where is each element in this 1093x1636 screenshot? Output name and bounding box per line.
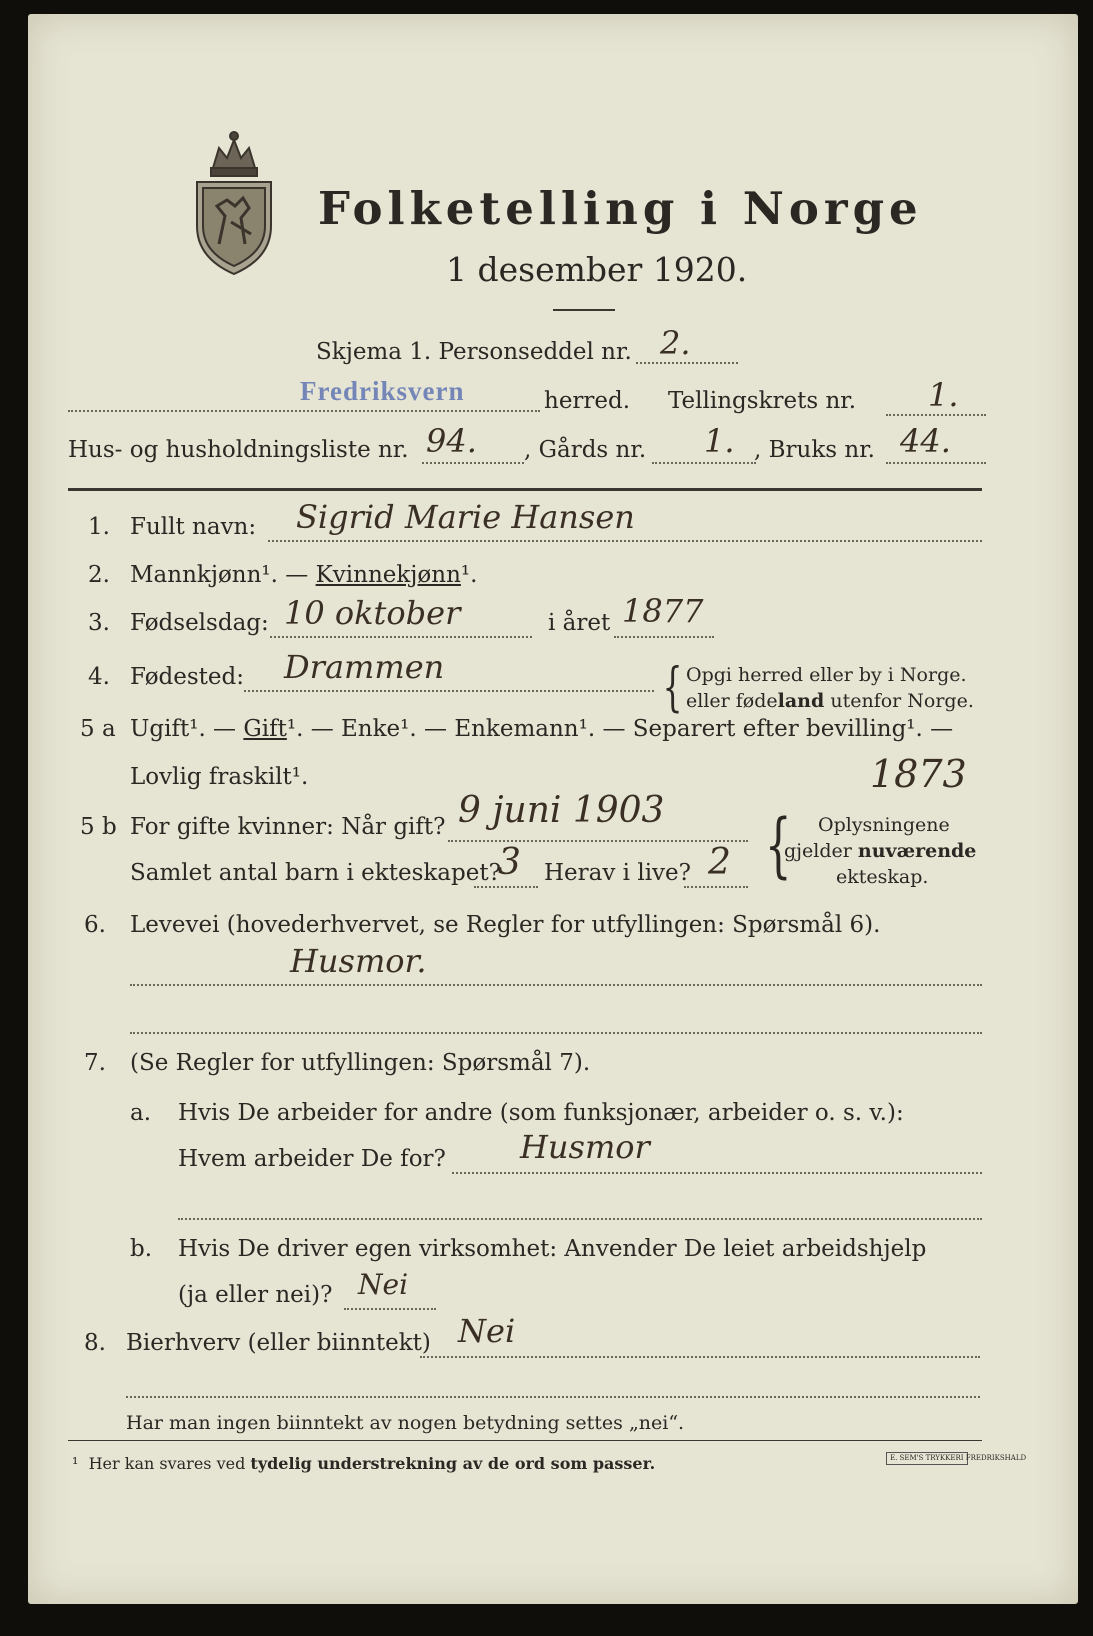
q4-field-line [244, 690, 654, 692]
norwegian-coat-of-arms-icon [191, 126, 277, 278]
q7b-question: (ja eller nei)? [178, 1282, 333, 1308]
hired-help-value: Nei [358, 1268, 409, 1301]
year-field-line [614, 636, 714, 638]
q1-number: 1. [88, 514, 110, 540]
footnote-separator [68, 1440, 982, 1441]
header-separator [68, 488, 982, 491]
q5b-note-3: ekteskap. [836, 866, 929, 888]
children-label: Samlet antal barn i ekteskapet? [130, 860, 501, 886]
personseddel-number: 2. [660, 324, 691, 362]
employer-field-line [452, 1172, 982, 1174]
birthplace-value: Drammen [284, 648, 445, 686]
birthday-value: 10 oktober [284, 594, 461, 632]
herred-label: herred. [544, 388, 631, 414]
q2-number: 2. [88, 562, 110, 588]
q7-label: (Se Regler for utfyllingen: Spørsmål 7). [130, 1050, 591, 1076]
tellingskrets-field-line [886, 414, 986, 416]
option-kvinne-underlined: Kvinnekjønn [315, 562, 461, 588]
full-name-value: Sigrid Marie Hansen [296, 498, 635, 536]
tellingskrets-label: Tellingskrets nr. [668, 388, 857, 414]
year-label: i året [548, 610, 611, 636]
bruks-label: , Bruks nr. [754, 437, 875, 463]
q3-number: 3. [88, 610, 110, 636]
option-kvinne-sup: ¹. [460, 562, 478, 588]
skjema-label: Skjema 1. Personseddel nr. [316, 339, 632, 365]
q1-label: Fullt navn: [130, 514, 257, 540]
herred-stamp: Fredriksvern [300, 376, 465, 406]
birth-year-value: 1877 [622, 592, 704, 630]
q1-field-line [268, 540, 982, 542]
hus-label: Hus- og husholdningsliste nr. [68, 437, 409, 463]
q4-note-2: eller fødeland utenfor Norge. [686, 690, 974, 712]
q6-number: 6. [84, 912, 106, 938]
bruks-field-line [886, 462, 986, 464]
q7b-letter: b. [130, 1236, 153, 1262]
alive-field-line [684, 886, 748, 888]
q4-label: Fødested: [130, 664, 245, 690]
q4-note-1: Opgi herred eller by i Norge. [686, 664, 967, 686]
option-mann: Mannkjønn¹. — [130, 562, 309, 588]
q4-number: 4. [88, 664, 110, 690]
q5a-number: 5 a [80, 716, 116, 742]
children-value: 3 [498, 842, 521, 883]
side-income-value: Nei [458, 1312, 516, 1350]
q8-field-line-2 [126, 1396, 980, 1398]
q4-brace: { [662, 658, 683, 718]
employer-value: Husmor [520, 1128, 650, 1166]
hired-help-field-line [344, 1308, 436, 1310]
married-date-field-line [448, 840, 748, 842]
personseddel-field-line [636, 362, 738, 364]
herred-field-line [68, 410, 540, 412]
occupation-value: Husmor. [290, 942, 427, 980]
q2-options [130, 562, 477, 588]
q5b-number: 5 b [80, 814, 117, 840]
children-field-line [474, 886, 538, 888]
gards-number: 1. [704, 422, 735, 460]
q7b-label: Hvis De driver egen virksomhet: Anvender De leiet arbeidshjelp [178, 1236, 927, 1262]
q6-field-line-1 [130, 984, 982, 986]
bruks-number: 44. [900, 422, 951, 460]
q7a-label: Hvis De arbeider for andre (som funksjonær, arbeider o. s. v.): [178, 1100, 904, 1126]
gards-label: , Gårds nr. [524, 437, 647, 463]
q6-label: Levevei (hovederhvervet, se Regler for utfyllingen: Spørsmål 6). [130, 912, 881, 938]
q7-number: 7. [84, 1050, 106, 1076]
alive-value: 2 [708, 842, 731, 883]
gards-field-line [652, 462, 756, 464]
option-gift-underlined: Gift [243, 716, 287, 742]
title-divider [553, 309, 615, 311]
q8-number: 8. [84, 1330, 106, 1356]
q6-field-line-2 [130, 1032, 982, 1034]
q7a-question: Hvem arbeider De for? [178, 1146, 446, 1172]
q5b-label: For gifte kvinner: Når gift? [130, 814, 446, 840]
margin-note-year: 1873 [870, 752, 967, 796]
alive-label: Herav i live? [544, 860, 691, 886]
side-income-field-line [420, 1356, 980, 1358]
footnote: ¹ Her kan svares ved tydelig understrekning av de ord som passer. [72, 1454, 656, 1473]
q3-field-line [270, 636, 532, 638]
q5a-options: Ugift¹. — Gift¹. — Enke¹. — Enkemann¹. — Separert efter bevilling¹. — [130, 716, 954, 742]
tellingskrets-number: 1. [928, 376, 959, 414]
q5a-line-2: Lovlig fraskilt¹. [130, 764, 309, 790]
q8-label: Bierhverv (eller biinntekt) [126, 1330, 431, 1356]
q5b-note-1: Oplysningene [818, 814, 950, 836]
married-date-value: 9 juni 1903 [458, 790, 665, 831]
q5b-brace: { [764, 804, 792, 886]
hus-number: 94. [426, 422, 477, 460]
hus-field-line [422, 462, 524, 464]
footer-note: Har man ingen biinntekt av nogen betydning settes „nei“. [126, 1412, 685, 1434]
census-form-page [28, 14, 1078, 1604]
census-date: 1 desember 1920. [446, 250, 748, 289]
printer-stamp: E. SEM'S TRYKKERI FREDRIKSHALD [886, 1452, 968, 1465]
q3-label: Fødselsdag: [130, 610, 269, 636]
q7a-field-line-2 [178, 1218, 982, 1220]
form-title: Folketelling i Norge [318, 182, 923, 235]
q7a-letter: a. [130, 1100, 152, 1126]
q5b-note-2: gjelder nuværende [784, 840, 977, 862]
